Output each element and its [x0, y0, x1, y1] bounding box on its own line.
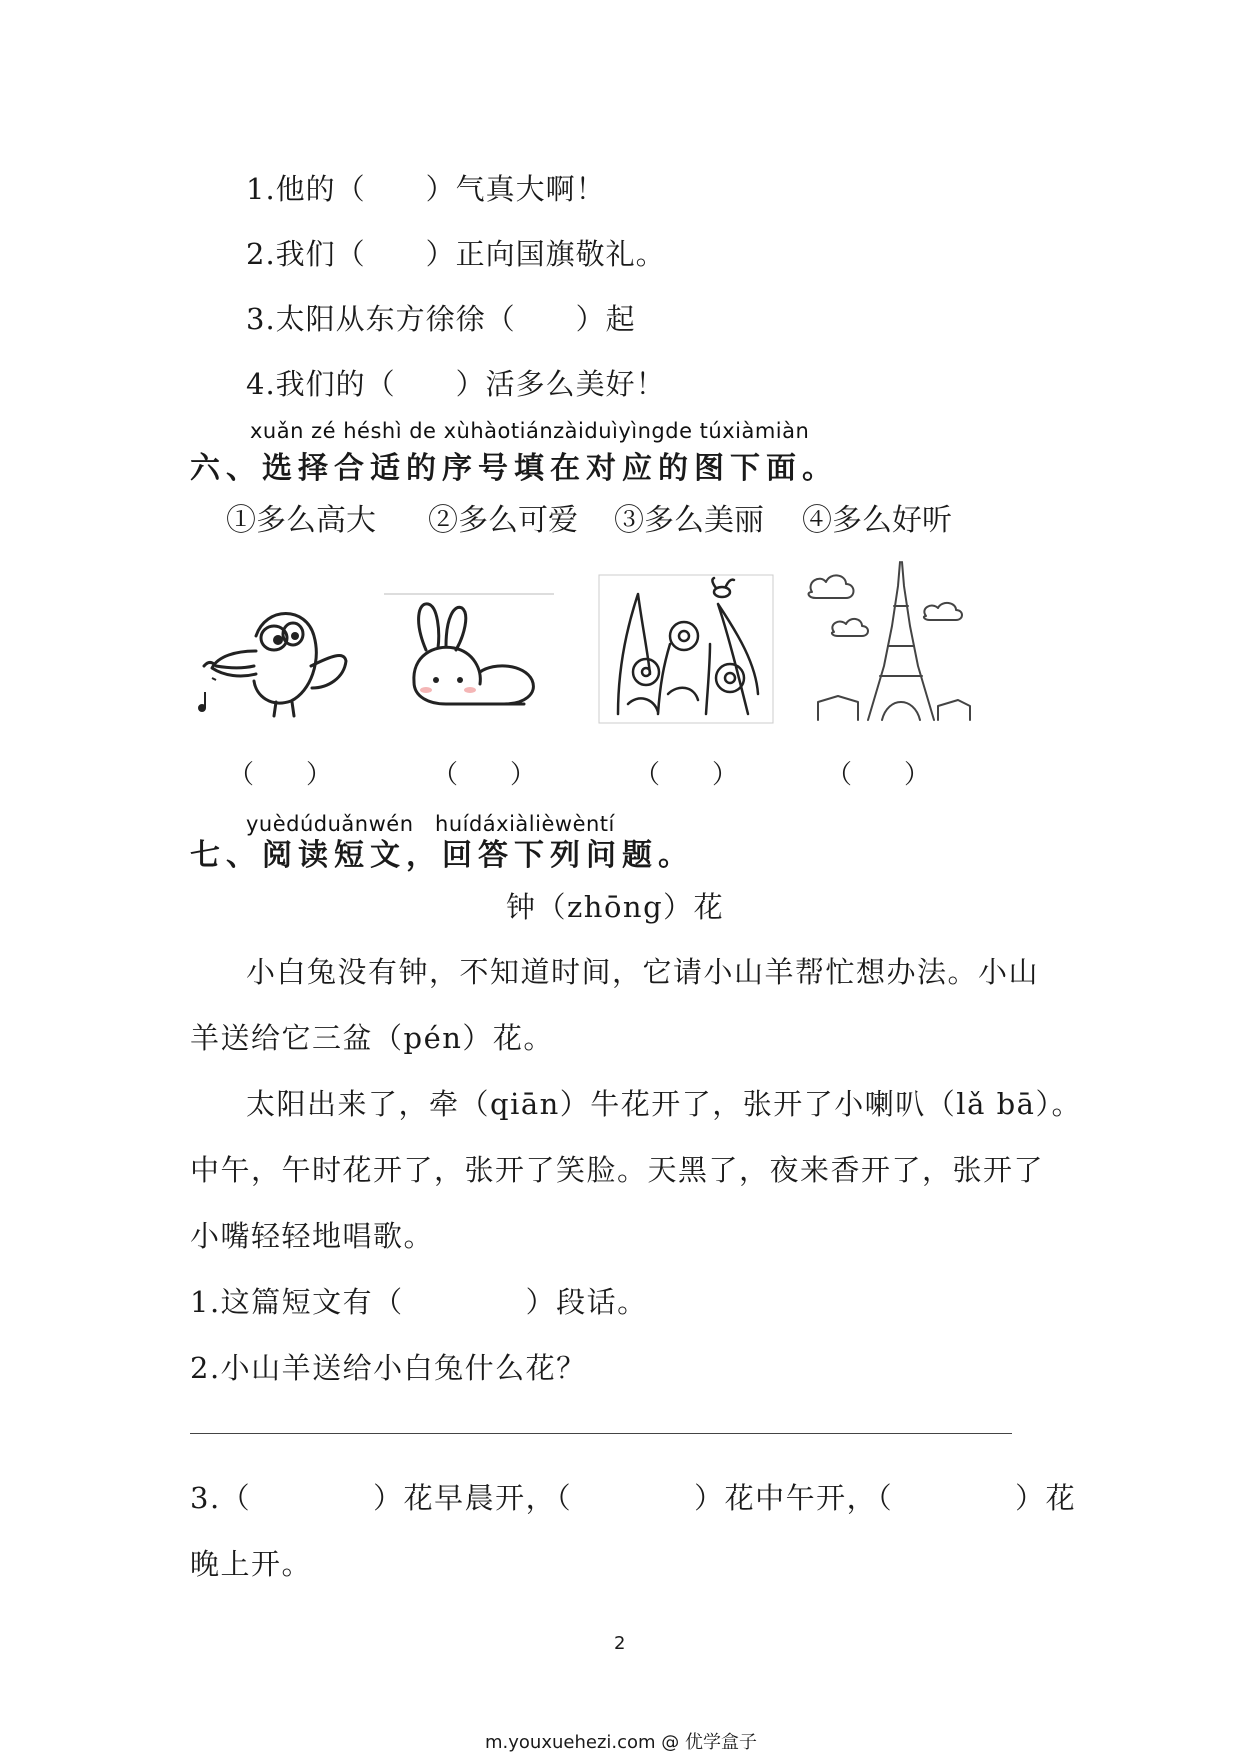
section6-heading: 六、选择合适的序号填在对应的图下面。 — [190, 451, 838, 486]
picture-blank-1[interactable]: （ ） — [228, 760, 333, 790]
picture-blank-4[interactable]: （ ） — [826, 760, 931, 790]
option-4: ④多么好听 — [802, 503, 952, 538]
passage-line-5: 小嘴轻轻地唱歌。 — [190, 1219, 435, 1253]
question-3-line-2: 晚上开。 — [190, 1547, 313, 1581]
flowers-and-bee-picture — [598, 574, 774, 724]
question-3-line-1: 3.（ ）花早晨开，（ ）花中午开，（ ）花 — [190, 1481, 1077, 1515]
picture-blank-2[interactable]: （ ） — [432, 760, 537, 790]
site-footer: m.youxuehezi.com @ 优学盒子 — [485, 1732, 758, 1753]
option-3: ③多么美丽 — [614, 503, 764, 538]
answer-line[interactable] — [190, 1433, 1012, 1434]
passage-line-3: 太阳出来了，牵（qiān）牛花开了，张开了小喇叭（lǎ bā）。 — [246, 1087, 1082, 1121]
passage-line-2: 羊送给它三盆（pén）花。 — [190, 1021, 554, 1055]
picture-blank-3[interactable]: （ ） — [634, 760, 739, 790]
passage-line-4: 中午，午时花开了，张开了笑脸。天黑了，夜来香开了，张开了 — [190, 1153, 1045, 1187]
fill-item-3: 3.太阳从东方徐徐（ ）起 — [246, 302, 636, 336]
option-2: ②多么可爱 — [428, 503, 578, 538]
rabbit-picture — [384, 592, 554, 724]
singing-bird-picture — [196, 596, 356, 726]
question-1: 1.这篇短文有（ ）段话。 — [190, 1285, 648, 1319]
section7-pinyin: yuèdúduǎnwén huídáxiàlièwèntí — [246, 812, 615, 836]
section7-heading: 七、阅读短文，回答下列问题。 — [190, 838, 694, 873]
fill-item-1: 1.他的（ ）气真大啊！ — [246, 172, 606, 206]
section6-pinyin: xuǎn zé héshì de xùhàotiánzàiduìyìngde túxiàmiàn — [250, 419, 810, 443]
page-number: 2 — [614, 1633, 626, 1654]
fill-item-2: 2.我们（ ）正向国旗敬礼。 — [246, 237, 666, 271]
passage-line-1: 小白兔没有钟，不知道时间，它请小山羊帮忙想办法。小山 — [246, 955, 1040, 989]
question-2: 2.小山羊送给小白兔什么花？ — [190, 1351, 587, 1385]
eiffel-tower-picture — [798, 556, 974, 724]
fill-item-4: 4.我们的（ ）活多么美好！ — [246, 367, 666, 401]
passage-title: 钟（zhōng）花 — [506, 890, 725, 924]
option-1: ①多么高大 — [226, 503, 376, 538]
